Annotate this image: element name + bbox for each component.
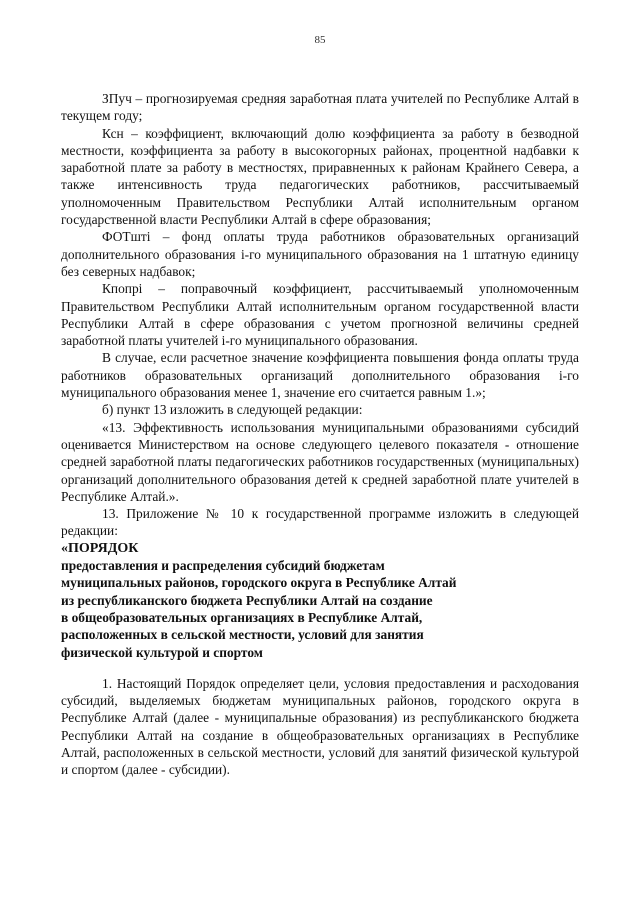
document-body [61, 90, 579, 779]
paragraph-kpopr: Кпопрі – поправочный коэффициент, рассчитываемый уполномоченным Правительством Республики Алтай исполнительным органом государственной власти Республики Алтай в сфере образования с учетом прогнозной величины средней заработной платы учителей i-го муниципального образования. [61, 281, 579, 349]
page-number: 85 [314, 34, 326, 46]
paragraph-item-b: б) пункт 13 изложить в следующей редакции: [102, 402, 363, 418]
paragraph-ksn: Ксн – коэффициент, включающий долю коэффициента за работу в безводной местности, коэффициента за работу в высокогорных районах, процентной надбавки к заработной плате за работу в местностях, приравненных к районам Крайнего Севера, а также интенсивность труда педагогических работников, рассчитываемый уполномоченным Правительством Республики Алтай исполнительным органом государственной власти Республики Алтай в сфере образования; [61, 125, 579, 228]
spacer [61, 661, 579, 675]
section-title-line: муниципальных районов, городского округа в Республике Алтай [61, 575, 457, 591]
section-title-line: расположенных в сельской местности, условий для занятия [61, 627, 424, 643]
section-title-line: предоставления и распределения субсидий бюджетам [61, 558, 385, 574]
paragraph-item-13-quote: «13. Эффективность использования муниципальными образованиями субсидий оценивается Министерством на основе следующего целевого показателя - отношение средней заработной платы педагогических работников государственных (муниципальных) организаций дополнительного образования детей к средней заработной плате учителей в Республике Алтай.». [61, 419, 579, 504]
paragraph-coefficient-rule: В случае, если расчетное значение коэффициента повышения фонда оплаты труда работников образовательных организаций дополнительного образования i-го муниципального образования менее 1, значение его считается равным 1.»; [61, 350, 579, 401]
paragraph-order-item-1: 1. Настоящий Порядок определяет цели, условия предоставления и расходования субсидий, выделяемых бюджетам муниципальных районов, городского округа в Республике Алтай (далее - муниципальные образования) из республиканского бюджета Республики Алтай на создание в общеобразовательных организациях в Республике Алтай, расположенных в сельской местности, условий для занятий физической культурой и спортом (далее - субсидии). [61, 675, 579, 778]
paragraph-fot: ФОТшті – фонд оплаты труда работников образовательных организаций дополнительного образования i-го муниципального образования на 1 штатную единицу без северных надбавок; [61, 229, 579, 279]
section-title-heading: «ПОРЯДОК [61, 540, 139, 556]
paragraph-zpuch: ЗПуч – прогнозируемая средняя заработная плата учителей по Республике Алтай в текущем году; [61, 91, 579, 124]
section-title-line: в общеобразовательных организациях в Республике Алтай, [61, 609, 423, 625]
paragraph-appendix-10: 13. Приложение № 10 к государственной программе изложить в следующей редакции: [61, 506, 579, 539]
section-title-line: из республиканского бюджета Республики Алтай на создание [61, 592, 433, 608]
section-title-line: физической культурой и спортом [61, 644, 263, 660]
